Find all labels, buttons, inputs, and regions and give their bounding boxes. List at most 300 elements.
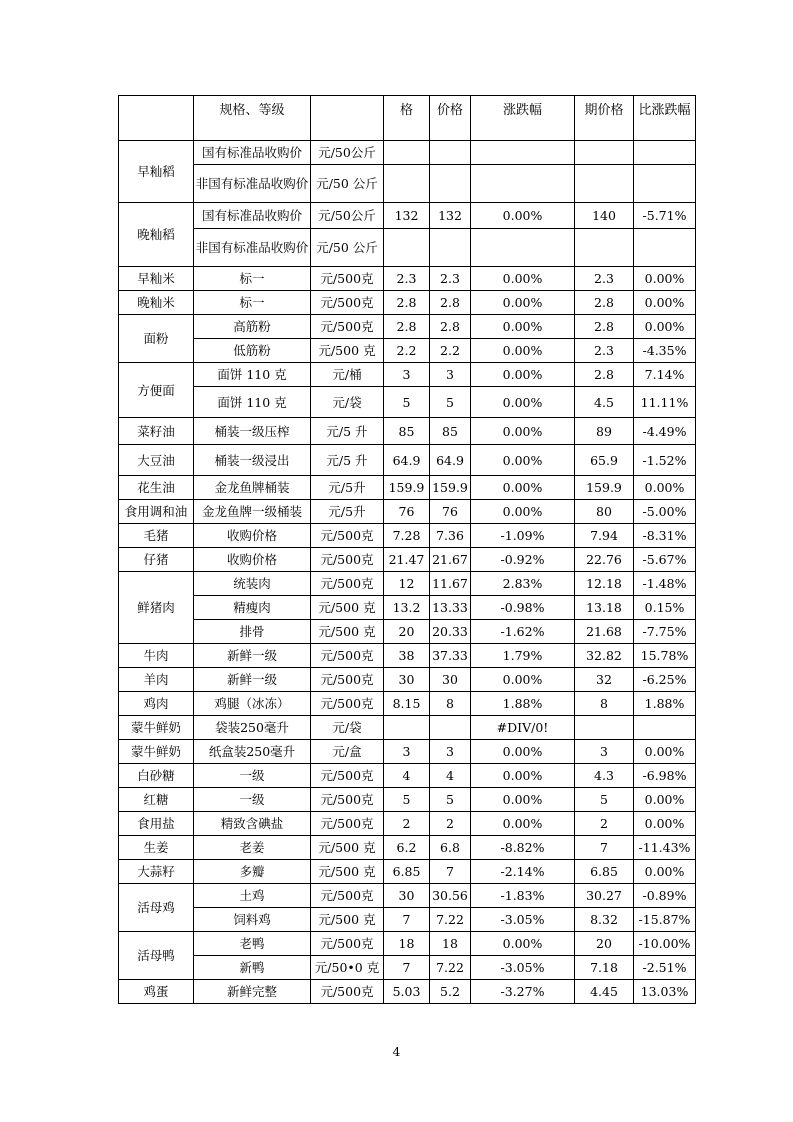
value-cell: 22.76 [575, 548, 634, 572]
change-cell: -0.98% [471, 596, 575, 620]
spec-cell: 袋装250毫升 [194, 716, 311, 740]
change-cell: 13.03% [634, 980, 696, 1004]
value-cell: 2.2 [430, 339, 471, 363]
change-cell: 0.00% [634, 315, 696, 339]
value-cell: 13.18 [575, 596, 634, 620]
change-cell: -7.75% [634, 620, 696, 644]
table-row [119, 620, 696, 644]
change-cell: 0.00% [471, 764, 575, 788]
value-cell: 2.3 [575, 339, 634, 363]
value-cell: 11.67 [430, 572, 471, 596]
value-cell: 37.33 [430, 644, 471, 668]
change-cell: 0.00% [471, 812, 575, 836]
unit-cell: 元/500 克 [311, 596, 384, 620]
value-cell: 2.8 [575, 315, 634, 339]
item-name-cell: 蒙牛鲜奶 [119, 716, 194, 740]
value-cell: 5 [430, 387, 471, 418]
unit-cell: 元/5升 [311, 500, 384, 524]
value-cell: 30 [384, 884, 430, 908]
value-cell: 32.82 [575, 644, 634, 668]
change-cell: -6.98% [634, 764, 696, 788]
change-cell: -1.48% [634, 572, 696, 596]
value-cell: 5 [430, 788, 471, 812]
spec-cell: 非国有标准品收购价 [194, 165, 311, 203]
item-name-cell: 羊肉 [119, 668, 194, 692]
table-row [119, 418, 696, 445]
value-cell [384, 165, 430, 203]
value-cell: 64.9 [384, 445, 430, 476]
table-row [119, 476, 696, 500]
change-cell [634, 141, 696, 165]
change-cell: -11.43% [634, 836, 696, 860]
value-cell: 6.85 [384, 860, 430, 884]
change-cell: 2.83% [471, 572, 575, 596]
value-cell [384, 716, 430, 740]
unit-cell: 元/盒 [311, 740, 384, 764]
value-cell: 159.9 [384, 476, 430, 500]
change-cell [634, 165, 696, 203]
spec-cell: 高筋粉 [194, 315, 311, 339]
table-row [119, 884, 696, 908]
unit-cell: 元/500克 [311, 644, 384, 668]
table-row [119, 860, 696, 884]
value-cell: 85 [430, 418, 471, 445]
spec-cell: 桶装一级浸出 [194, 445, 311, 476]
value-cell: 4 [430, 764, 471, 788]
value-cell: 30 [430, 668, 471, 692]
header-cell: 规格、等级 [194, 96, 311, 141]
item-name-cell: 方便面 [119, 363, 194, 418]
value-cell [430, 165, 471, 203]
value-cell: 2.8 [384, 291, 430, 315]
item-name-cell: 晚籼稻 [119, 203, 194, 267]
change-cell: 0.00% [634, 788, 696, 812]
table-row [119, 548, 696, 572]
spec-cell: 国有标准品收购价 [194, 141, 311, 165]
value-cell: 20 [575, 932, 634, 956]
table-row [119, 644, 696, 668]
spec-cell: 老姜 [194, 836, 311, 860]
value-cell: 21.67 [430, 548, 471, 572]
value-cell: 30.27 [575, 884, 634, 908]
item-name-cell: 晚籼米 [119, 291, 194, 315]
unit-cell: 元/500克 [311, 788, 384, 812]
value-cell: 18 [384, 932, 430, 956]
spec-cell: 非国有标准品收购价 [194, 229, 311, 267]
item-name-cell: 毛猪 [119, 524, 194, 548]
table-row [119, 980, 696, 1004]
value-cell: 3 [384, 363, 430, 387]
table-row [119, 956, 696, 980]
change-cell: -2.14% [471, 860, 575, 884]
spec-cell: 纸盒装250毫升 [194, 740, 311, 764]
change-cell: -1.09% [471, 524, 575, 548]
value-cell: 30 [384, 668, 430, 692]
table-row [119, 267, 696, 291]
change-cell: 1.88% [471, 692, 575, 716]
change-cell: 0.00% [471, 339, 575, 363]
change-cell: 0.00% [634, 291, 696, 315]
unit-cell: 元/50•0 克 [311, 956, 384, 980]
value-cell: 6.85 [575, 860, 634, 884]
value-cell: 3 [430, 363, 471, 387]
spec-cell: 饲料鸡 [194, 908, 311, 932]
change-cell [471, 165, 575, 203]
value-cell: 140 [575, 203, 634, 229]
change-cell: 0.00% [471, 668, 575, 692]
change-cell: 0.00% [471, 740, 575, 764]
table-row [119, 836, 696, 860]
spec-cell: 桶装一级压榨 [194, 418, 311, 445]
change-cell: -3.05% [471, 956, 575, 980]
change-cell: 0.00% [471, 203, 575, 229]
table-row [119, 339, 696, 363]
unit-cell: 元/500克 [311, 267, 384, 291]
value-cell: 132 [430, 203, 471, 229]
value-cell: 76 [430, 500, 471, 524]
value-cell: 3 [575, 740, 634, 764]
unit-cell: 元/500克 [311, 548, 384, 572]
value-cell: 8 [575, 692, 634, 716]
change-cell: -8.31% [634, 524, 696, 548]
table-row [119, 908, 696, 932]
change-cell: 0.00% [634, 267, 696, 291]
value-cell: 89 [575, 418, 634, 445]
table-row [119, 141, 696, 165]
change-cell: -5.71% [634, 203, 696, 229]
table-row [119, 716, 696, 740]
unit-cell: 元/500克 [311, 692, 384, 716]
value-cell: 2.3 [430, 267, 471, 291]
value-cell [430, 141, 471, 165]
value-cell: 13.33 [430, 596, 471, 620]
value-cell: 8.32 [575, 908, 634, 932]
unit-cell: 元/500克 [311, 812, 384, 836]
value-cell: 65.9 [575, 445, 634, 476]
value-cell: 64.9 [430, 445, 471, 476]
item-name-cell: 面粉 [119, 315, 194, 363]
change-cell: -0.92% [471, 548, 575, 572]
change-cell: 7.14% [634, 363, 696, 387]
value-cell: 7.22 [430, 908, 471, 932]
change-cell [471, 141, 575, 165]
spec-cell: 鸡腿（冰冻） [194, 692, 311, 716]
spec-cell: 一级 [194, 788, 311, 812]
value-cell: 2 [384, 812, 430, 836]
value-cell [575, 716, 634, 740]
header-cell: 格 [384, 96, 430, 141]
spec-cell: 新鲜一级 [194, 668, 311, 692]
value-cell: 5 [575, 788, 634, 812]
value-cell: 4 [384, 764, 430, 788]
change-cell [471, 229, 575, 267]
unit-cell: 元/500 克 [311, 860, 384, 884]
unit-cell: 元/50公斤 [311, 141, 384, 165]
table-row [119, 740, 696, 764]
spec-cell: 收购价格 [194, 548, 311, 572]
change-cell: -6.25% [634, 668, 696, 692]
value-cell: 7.36 [430, 524, 471, 548]
table-row [119, 692, 696, 716]
value-cell: 76 [384, 500, 430, 524]
spec-cell: 新鲜完整 [194, 980, 311, 1004]
value-cell: 7 [384, 908, 430, 932]
change-cell: -1.83% [471, 884, 575, 908]
change-cell: 15.78% [634, 644, 696, 668]
unit-cell: 元/500克 [311, 980, 384, 1004]
item-name-cell: 早籼米 [119, 267, 194, 291]
value-cell: 7 [384, 956, 430, 980]
table-row [119, 291, 696, 315]
value-cell [575, 165, 634, 203]
table-row [119, 387, 696, 418]
value-cell: 80 [575, 500, 634, 524]
unit-cell: 元/500 克 [311, 908, 384, 932]
table-row [119, 445, 696, 476]
value-cell: 13.2 [384, 596, 430, 620]
value-cell: 2.8 [575, 291, 634, 315]
unit-cell: 元/袋 [311, 387, 384, 418]
spec-cell: 低筋粉 [194, 339, 311, 363]
item-name-cell: 花生油 [119, 476, 194, 500]
value-cell: 4.5 [575, 387, 634, 418]
change-cell: 0.00% [471, 315, 575, 339]
change-cell: -4.35% [634, 339, 696, 363]
value-cell: 12.18 [575, 572, 634, 596]
value-cell: 18 [430, 932, 471, 956]
value-cell: 2 [575, 812, 634, 836]
table-row [119, 668, 696, 692]
value-cell: 159.9 [575, 476, 634, 500]
spec-cell: 土鸡 [194, 884, 311, 908]
table-row [119, 524, 696, 548]
table-row [119, 572, 696, 596]
item-name-cell: 活母鸡 [119, 884, 194, 932]
header-row [119, 96, 696, 141]
table-row [119, 165, 696, 203]
change-cell: 0.00% [471, 476, 575, 500]
value-cell: 20.33 [430, 620, 471, 644]
spec-cell: 面饼 110 克 [194, 387, 311, 418]
value-cell: 7.94 [575, 524, 634, 548]
change-cell: 0.00% [471, 445, 575, 476]
item-name-cell: 食用盐 [119, 812, 194, 836]
change-cell: 0.00% [471, 418, 575, 445]
value-cell: 7.22 [430, 956, 471, 980]
item-name-cell: 大蒜籽 [119, 860, 194, 884]
unit-cell: 元/500克 [311, 291, 384, 315]
change-cell: 0.00% [634, 476, 696, 500]
change-cell: 0.00% [634, 740, 696, 764]
unit-cell: 元/500克 [311, 315, 384, 339]
table-row [119, 229, 696, 267]
change-cell: -15.87% [634, 908, 696, 932]
item-name-cell: 牛肉 [119, 644, 194, 668]
change-cell: 0.00% [471, 363, 575, 387]
spec-cell: 收购价格 [194, 524, 311, 548]
table-row [119, 500, 696, 524]
change-cell: 0.00% [471, 387, 575, 418]
item-name-cell: 早籼稻 [119, 141, 194, 203]
value-cell: 85 [384, 418, 430, 445]
value-cell: 2.8 [575, 363, 634, 387]
spec-cell: 排骨 [194, 620, 311, 644]
unit-cell: 元/500克 [311, 572, 384, 596]
unit-cell: 元/5 升 [311, 418, 384, 445]
change-cell: -2.51% [634, 956, 696, 980]
change-cell: 1.88% [634, 692, 696, 716]
change-cell: -1.62% [471, 620, 575, 644]
table-row [119, 315, 696, 339]
value-cell: 5 [384, 788, 430, 812]
change-cell: -5.00% [634, 500, 696, 524]
value-cell [384, 141, 430, 165]
change-cell: #DIV/0! [471, 716, 575, 740]
table-row [119, 596, 696, 620]
unit-cell: 元/500克 [311, 884, 384, 908]
change-cell: 0.00% [471, 932, 575, 956]
header-cell: 价格 [430, 96, 471, 141]
change-cell: 1.79% [471, 644, 575, 668]
value-cell: 5.03 [384, 980, 430, 1004]
spec-cell: 金龙鱼牌桶装 [194, 476, 311, 500]
unit-cell: 元/袋 [311, 716, 384, 740]
value-cell: 159.9 [430, 476, 471, 500]
value-cell: 12 [384, 572, 430, 596]
unit-cell: 元/500 克 [311, 620, 384, 644]
value-cell [575, 141, 634, 165]
table-row [119, 203, 696, 229]
unit-cell: 元/50 公斤 [311, 165, 384, 203]
unit-cell: 元/50公斤 [311, 203, 384, 229]
value-cell [384, 229, 430, 267]
change-cell: -8.82% [471, 836, 575, 860]
value-cell: 7 [575, 836, 634, 860]
change-cell: -4.49% [634, 418, 696, 445]
spec-cell: 精瘦肉 [194, 596, 311, 620]
table-row [119, 363, 696, 387]
value-cell: 6.8 [430, 836, 471, 860]
change-cell [634, 229, 696, 267]
value-cell: 30.56 [430, 884, 471, 908]
item-name-cell: 蒙牛鲜奶 [119, 740, 194, 764]
change-cell: 0.00% [634, 812, 696, 836]
change-cell: -3.05% [471, 908, 575, 932]
value-cell: 2.3 [384, 267, 430, 291]
spec-cell: 标一 [194, 291, 311, 315]
change-cell: 0.00% [634, 860, 696, 884]
value-cell: 2.8 [384, 315, 430, 339]
item-name-cell: 大豆油 [119, 445, 194, 476]
change-cell: -1.52% [634, 445, 696, 476]
unit-cell: 元/桶 [311, 363, 384, 387]
spec-cell: 新鸭 [194, 956, 311, 980]
value-cell [430, 229, 471, 267]
spec-cell: 国有标准品收购价 [194, 203, 311, 229]
value-cell: 3 [384, 740, 430, 764]
spec-cell: 新鲜一级 [194, 644, 311, 668]
page-number: 4 [392, 1045, 401, 1059]
item-name-cell: 食用调和油 [119, 500, 194, 524]
spec-cell: 统装肉 [194, 572, 311, 596]
value-cell: 2.3 [575, 267, 634, 291]
spec-cell: 一级 [194, 764, 311, 788]
change-cell: -10.00% [634, 932, 696, 956]
item-name-cell: 鲜猪肉 [119, 572, 194, 644]
value-cell: 7 [430, 860, 471, 884]
value-cell: 2.8 [430, 315, 471, 339]
spec-cell: 面饼 110 克 [194, 363, 311, 387]
item-name-cell: 菜籽油 [119, 418, 194, 445]
item-name-cell: 鸡肉 [119, 692, 194, 716]
price-table [118, 95, 696, 1004]
table-row [119, 788, 696, 812]
value-cell: 3 [430, 740, 471, 764]
change-cell: -0.89% [634, 884, 696, 908]
change-cell: 0.00% [471, 291, 575, 315]
value-cell: 6.2 [384, 836, 430, 860]
header-cell [119, 96, 194, 141]
value-cell: 2 [430, 812, 471, 836]
value-cell: 7.18 [575, 956, 634, 980]
change-cell: -5.67% [634, 548, 696, 572]
value-cell: 5 [384, 387, 430, 418]
header-cell: 比涨跌幅 [634, 96, 696, 141]
value-cell: 20 [384, 620, 430, 644]
value-cell [430, 716, 471, 740]
value-cell: 8.15 [384, 692, 430, 716]
item-name-cell: 生姜 [119, 836, 194, 860]
change-cell: -3.27% [471, 980, 575, 1004]
unit-cell: 元/500 克 [311, 836, 384, 860]
unit-cell: 元/500 克 [311, 339, 384, 363]
value-cell: 2.2 [384, 339, 430, 363]
value-cell: 5.2 [430, 980, 471, 1004]
table-row [119, 932, 696, 956]
table-row [119, 764, 696, 788]
change-cell: 0.00% [471, 788, 575, 812]
header-cell: 期价格 [575, 96, 634, 141]
unit-cell: 元/5升 [311, 476, 384, 500]
unit-cell: 元/500克 [311, 764, 384, 788]
spec-cell: 金龙鱼牌一级桶装 [194, 500, 311, 524]
value-cell: 32 [575, 668, 634, 692]
value-cell: 38 [384, 644, 430, 668]
header-cell [311, 96, 384, 141]
value-cell: 8 [430, 692, 471, 716]
spec-cell: 老鸭 [194, 932, 311, 956]
item-name-cell: 活母鸭 [119, 932, 194, 980]
table-row [119, 812, 696, 836]
unit-cell: 元/500克 [311, 524, 384, 548]
value-cell: 21.68 [575, 620, 634, 644]
item-name-cell: 红糖 [119, 788, 194, 812]
item-name-cell: 仔猪 [119, 548, 194, 572]
change-cell: 11.11% [634, 387, 696, 418]
unit-cell: 元/50 公斤 [311, 229, 384, 267]
value-cell: 2.8 [430, 291, 471, 315]
value-cell: 4.45 [575, 980, 634, 1004]
unit-cell: 元/5 升 [311, 445, 384, 476]
unit-cell: 元/500克 [311, 668, 384, 692]
spec-cell: 精致含碘盐 [194, 812, 311, 836]
item-name-cell: 白砂糖 [119, 764, 194, 788]
value-cell: 21.47 [384, 548, 430, 572]
change-cell [634, 716, 696, 740]
value-cell: 7.28 [384, 524, 430, 548]
unit-cell: 元/500克 [311, 932, 384, 956]
value-cell: 132 [384, 203, 430, 229]
